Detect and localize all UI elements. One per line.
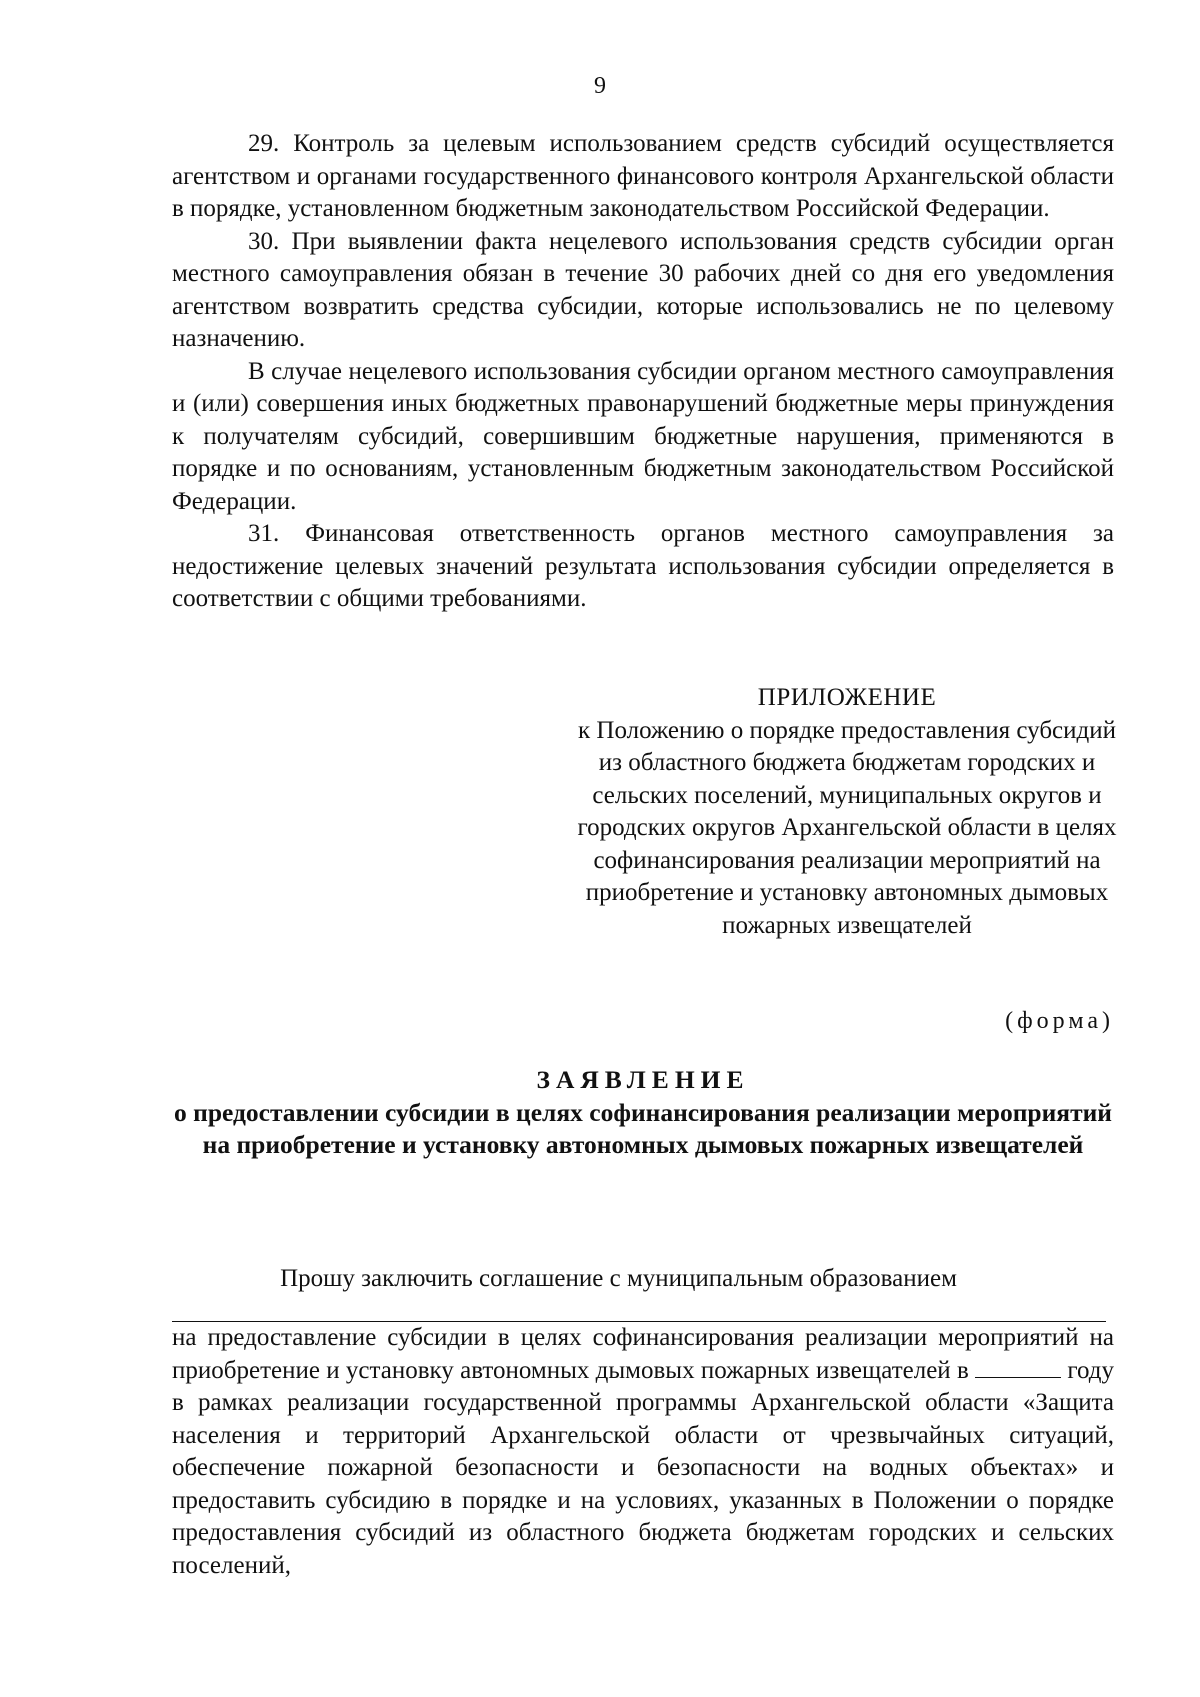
- appendix-text: к Положению о порядке предоставления субсидий из областного бюджета бюджетам городских и сельских поселений, муниципальных округов и городских округов Архангельской области в целях софинансирования реализации мероприятий на приобретение и установку автономных дымовых пожарных извещателей: [577, 716, 1117, 939]
- paragraph-29: 29. Контроль за целевым использованием средств субсидий осуществляется агентством и органами государственного финансового контроля Архангельской области в порядке, установленном бюджетным законодательством Российской Федерации.: [172, 130, 1114, 222]
- page-number: 9: [594, 73, 606, 99]
- appendix-title: ПРИЛОЖЕНИЕ: [757, 684, 937, 711]
- appendix-block: [570, 682, 1124, 942]
- statement-heading: [172, 1064, 1114, 1162]
- form-label: (форма): [1005, 1008, 1114, 1034]
- year-blank-field: [975, 1355, 1061, 1378]
- statement-subtitle: о предоставлении субсидии в целях софинансирования реализации мероприятий на приобретение и установку автономных дымовых пожарных извещателей: [174, 1097, 1112, 1159]
- paragraph-30: 30. При выявлении факта нецелевого использования средств субсидии орган местного самоуправления обязан в течение 30 рабочих дней со дня его уведомления агентством возвратить средства субсидии, которые использовались не по целевому назначению.: [172, 227, 1114, 352]
- request-text-part1: на предоставление субсидии в целях софинансирования реализации мероприятий на приобретение и установку автономных дымовых пожарных извещателей в: [172, 1324, 1114, 1384]
- statement-title: ЗАЯВЛЕНИЕ: [536, 1065, 750, 1094]
- body-text-top: [172, 128, 1114, 616]
- request-line: Прошу заключить соглашение с муниципальным образованием: [280, 1265, 957, 1292]
- request-paragraph: [172, 1322, 1114, 1582]
- request-text-part2: году в рамках реализации государственной программы Архангельской области «Защита населения и территорий Архангельской области от чрезвычайных ситуаций, обеспечение пожарной безопасности и безопасности на водных объектах» и предоставить субсидию в порядке и на условиях, указанных в Положении о порядке предоставления субсидий из областного бюджета бюджетам городских и сельских поселений,: [172, 1356, 1114, 1579]
- paragraph-31: 31. Финансовая ответственность органов местного самоуправления за недостижение целевых значений результата использования субсидии определяется в соответствии с общими требованиями.: [172, 520, 1114, 612]
- paragraph-30-continued: В случае нецелевого использования субсидии органом местного самоуправления и (или) совершения иных бюджетных правонарушений бюджетные меры принуждения к получателям субсидий, совершившим бюджетные нарушения, применяются в порядке и по основаниям, установленным бюджетным законодательством Российской Федерации.: [172, 357, 1114, 515]
- body-text-bottom: [172, 1322, 1114, 1582]
